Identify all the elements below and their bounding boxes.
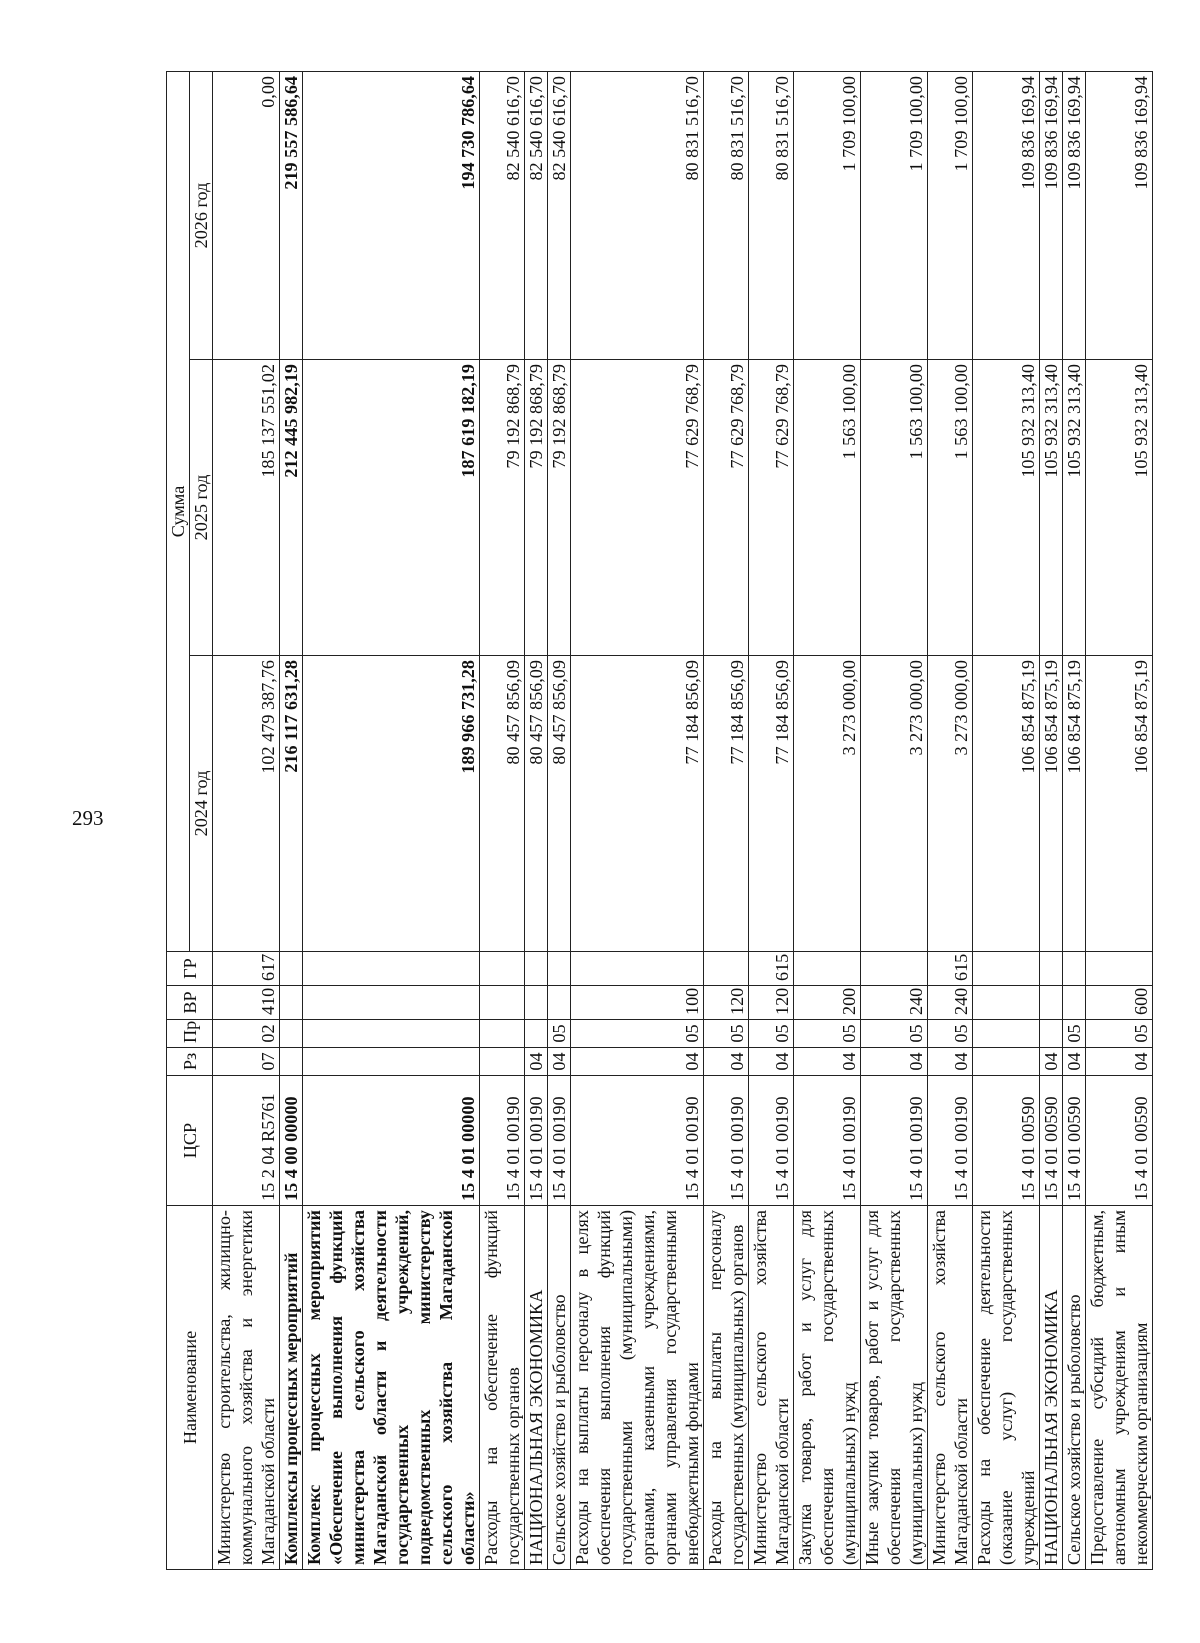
row-2026: 80 831 516,70 — [749, 71, 794, 359]
row-2025: 187 619 182,19 — [303, 360, 480, 656]
row-vr — [1040, 986, 1063, 1020]
row-pr: 05 — [749, 1020, 794, 1048]
row-2026: 80 831 516,70 — [704, 71, 749, 359]
row-gr — [480, 952, 525, 986]
header-2026: 2026 год — [190, 71, 213, 359]
header-gr: ГР — [167, 952, 213, 986]
row-pr: 05 — [704, 1020, 749, 1048]
rotated-table-wrapper — [166, 72, 1151, 1570]
row-rz: 04 — [548, 1048, 571, 1076]
row-2026: 109 836 169,94 — [973, 71, 1040, 359]
row-2024: 102 479 387,76 — [213, 656, 280, 952]
row-2026: 82 540 616,70 — [525, 71, 548, 359]
header-2024: 2024 год — [190, 656, 213, 952]
row-gr: 615 — [749, 952, 794, 986]
row-2025: 105 932 313,40 — [1040, 360, 1063, 656]
row-csr: 15 4 01 00590 — [973, 1076, 1040, 1206]
row-rz: 04 — [794, 1048, 861, 1076]
header-pr: Пр — [167, 1020, 213, 1048]
row-name: Закупка товаров, работ и услуг для обеспечения государственных (муниципальных) нужд — [794, 1206, 861, 1570]
row-rz: 04 — [571, 1048, 704, 1076]
row-pr: 05 — [571, 1020, 704, 1048]
row-csr: 15 4 01 00190 — [571, 1076, 704, 1206]
row-pr — [525, 1020, 548, 1048]
row-2025: 77 629 768,79 — [704, 360, 749, 656]
row-csr: 15 4 00 00000 — [280, 1076, 303, 1206]
budget-table — [166, 71, 1153, 1570]
row-vr — [480, 986, 525, 1020]
row-csr: 15 4 01 00190 — [928, 1076, 973, 1206]
row-vr — [973, 986, 1040, 1020]
row-gr — [794, 952, 861, 986]
row-pr: 05 — [1063, 1020, 1086, 1048]
row-2026: 80 831 516,70 — [571, 71, 704, 359]
page-number: 293 — [72, 806, 104, 830]
row-2024: 3 273 000,00 — [861, 656, 928, 952]
row-gr — [280, 952, 303, 986]
table-row — [303, 71, 480, 1569]
row-gr — [973, 952, 1040, 986]
row-csr: 15 4 01 00190 — [548, 1076, 571, 1206]
row-2024: 80 457 856,09 — [525, 656, 548, 952]
row-rz: 04 — [861, 1048, 928, 1076]
row-pr: 05 — [928, 1020, 973, 1048]
row-2024: 77 184 856,09 — [571, 656, 704, 952]
header-csr: ЦСР — [167, 1076, 213, 1206]
row-rz: 04 — [1040, 1048, 1063, 1076]
row-gr — [1063, 952, 1086, 986]
table-row — [1086, 71, 1153, 1569]
row-2024: 77 184 856,09 — [749, 656, 794, 952]
row-name: Расходы на обеспечение функций государственных органов — [480, 1206, 525, 1570]
row-2026: 109 836 169,94 — [1040, 71, 1063, 359]
row-vr: 100 — [571, 986, 704, 1020]
row-csr: 15 4 01 00190 — [525, 1076, 548, 1206]
row-csr: 15 4 01 00590 — [1040, 1076, 1063, 1206]
table-row — [1063, 71, 1086, 1569]
header-name: Наименование — [167, 1206, 213, 1570]
table-row — [704, 71, 749, 1569]
row-gr: 617 — [213, 952, 280, 986]
row-gr — [704, 952, 749, 986]
row-gr — [303, 952, 480, 986]
table-row — [280, 71, 303, 1569]
header-sum: Сумма — [167, 71, 190, 951]
row-pr: 05 — [861, 1020, 928, 1048]
row-name: Министерство сельского хозяйства Магаданской области — [928, 1206, 973, 1570]
row-2024: 106 854 875,19 — [1086, 656, 1153, 952]
row-name: Иные закупки товаров, работ и услуг для обеспечения государственных (муниципальных) нужд — [861, 1206, 928, 1570]
row-gr — [571, 952, 704, 986]
row-vr: 240 — [928, 986, 973, 1020]
table-row — [525, 71, 548, 1569]
row-rz: 04 — [525, 1048, 548, 1076]
row-vr — [1063, 986, 1086, 1020]
table-row — [861, 71, 928, 1569]
row-2025: 1 563 100,00 — [794, 360, 861, 656]
row-name: Предоставление субсидий бюджетным, автономным учреждениям и иным некоммерческим организациям — [1086, 1206, 1153, 1570]
table-row — [213, 71, 280, 1569]
row-2024: 3 273 000,00 — [928, 656, 973, 952]
row-2025: 79 192 868,79 — [548, 360, 571, 656]
row-pr: 02 — [213, 1020, 280, 1048]
row-rz — [303, 1048, 480, 1076]
row-2026: 1 709 100,00 — [928, 71, 973, 359]
row-2025: 212 445 982,19 — [280, 360, 303, 656]
row-vr: 410 — [213, 986, 280, 1020]
row-2024: 189 966 731,28 — [303, 656, 480, 952]
row-name: Сельское хозяйство и рыболовство — [1063, 1206, 1086, 1570]
header-rz: Рз — [167, 1048, 213, 1076]
row-gr — [548, 952, 571, 986]
row-gr: 615 — [928, 952, 973, 986]
row-2025: 105 932 313,40 — [1063, 360, 1086, 656]
row-vr: 120 — [749, 986, 794, 1020]
row-pr — [973, 1020, 1040, 1048]
table-body — [213, 71, 1153, 1569]
row-rz — [973, 1048, 1040, 1076]
header-vr: ВР — [167, 986, 213, 1020]
row-2024: 106 854 875,19 — [973, 656, 1040, 952]
row-name: Расходы на обеспечение деятельности (оказание услуг) государственных учреждений — [973, 1206, 1040, 1570]
table-row — [749, 71, 794, 1569]
row-pr: 05 — [1086, 1020, 1153, 1048]
row-pr — [1040, 1020, 1063, 1048]
row-vr: 200 — [794, 986, 861, 1020]
row-name: Министерство сельского хозяйства Магаданской области — [749, 1206, 794, 1570]
row-name: Министерство строительства, жилищно-коммунального хозяйства и энергетики Магаданской области — [213, 1206, 280, 1570]
row-name: Комплекс процессных мероприятий «Обеспечение выполнения функций министерства сельского хозяйства Магаданской области и деятельности государственных учреждений, подведомственных министерству сельского хозяйства Магаданской области» — [303, 1206, 480, 1570]
table-header — [167, 71, 213, 1569]
row-name: Комплексы процессных мероприятий — [280, 1206, 303, 1570]
row-csr: 15 4 01 00190 — [749, 1076, 794, 1206]
row-2026: 109 836 169,94 — [1063, 71, 1086, 359]
row-gr — [861, 952, 928, 986]
row-csr: 15 4 01 00590 — [1063, 1076, 1086, 1206]
row-pr: 05 — [548, 1020, 571, 1048]
table-row — [794, 71, 861, 1569]
header-2025: 2025 год — [190, 360, 213, 656]
row-rz — [480, 1048, 525, 1076]
row-2026: 82 540 616,70 — [548, 71, 571, 359]
row-2025: 105 932 313,40 — [1086, 360, 1153, 656]
table-row — [480, 71, 525, 1569]
row-vr: 240 — [861, 986, 928, 1020]
row-2026: 0,00 — [213, 71, 280, 359]
row-rz: 04 — [1086, 1048, 1153, 1076]
row-2026: 1 709 100,00 — [794, 71, 861, 359]
row-name: НАЦИОНАЛЬНАЯ ЭКОНОМИКА — [1040, 1206, 1063, 1570]
row-2024: 80 457 856,09 — [480, 656, 525, 952]
row-2025: 1 563 100,00 — [928, 360, 973, 656]
table-row — [571, 71, 704, 1569]
row-2024: 77 184 856,09 — [704, 656, 749, 952]
row-name: Расходы на выплаты персоналу государственных (муниципальных) органов — [704, 1206, 749, 1570]
row-rz: 07 — [213, 1048, 280, 1076]
row-csr: 15 4 01 00190 — [861, 1076, 928, 1206]
row-vr — [548, 986, 571, 1020]
row-rz: 04 — [749, 1048, 794, 1076]
table-row — [973, 71, 1040, 1569]
row-pr — [480, 1020, 525, 1048]
row-csr: 15 4 01 00190 — [704, 1076, 749, 1206]
row-gr — [525, 952, 548, 986]
row-gr — [1040, 952, 1063, 986]
row-2024: 106 854 875,19 — [1040, 656, 1063, 952]
row-rz: 04 — [704, 1048, 749, 1076]
row-2025: 79 192 868,79 — [525, 360, 548, 656]
row-2025: 185 137 551,02 — [213, 360, 280, 656]
row-gr — [1086, 952, 1153, 986]
row-csr: 15 2 04 R5761 — [213, 1076, 280, 1206]
row-2025: 1 563 100,00 — [861, 360, 928, 656]
row-rz: 04 — [928, 1048, 973, 1076]
row-vr — [303, 986, 480, 1020]
row-2025: 79 192 868,79 — [480, 360, 525, 656]
row-vr: 120 — [704, 986, 749, 1020]
row-csr: 15 4 01 00000 — [303, 1076, 480, 1206]
row-name: Сельское хозяйство и рыболовство — [548, 1206, 571, 1570]
row-2025: 77 629 768,79 — [571, 360, 704, 656]
row-vr — [525, 986, 548, 1020]
row-name: Расходы на выплаты персоналу в целях обеспечения выполнения функций государственными (муниципальными) органами, казенными учреждениями, органами управления государственными внебюджетными фондами — [571, 1206, 704, 1570]
row-rz — [280, 1048, 303, 1076]
row-pr — [280, 1020, 303, 1048]
row-name: НАЦИОНАЛЬНАЯ ЭКОНОМИКА — [525, 1206, 548, 1570]
row-2026: 219 557 586,64 — [280, 71, 303, 359]
row-2026: 194 730 786,64 — [303, 71, 480, 359]
table-row — [928, 71, 973, 1569]
row-vr — [280, 986, 303, 1020]
row-pr — [303, 1020, 480, 1048]
row-pr: 05 — [794, 1020, 861, 1048]
row-2024: 80 457 856,09 — [548, 656, 571, 952]
row-2025: 77 629 768,79 — [749, 360, 794, 656]
row-2026: 82 540 616,70 — [480, 71, 525, 359]
row-2026: 1 709 100,00 — [861, 71, 928, 359]
row-csr: 15 4 01 00190 — [480, 1076, 525, 1206]
row-vr: 600 — [1086, 986, 1153, 1020]
row-csr: 15 4 01 00590 — [1086, 1076, 1153, 1206]
row-2024: 106 854 875,19 — [1063, 656, 1086, 952]
row-2026: 109 836 169,94 — [1086, 71, 1153, 359]
row-2024: 216 117 631,28 — [280, 656, 303, 952]
table-row — [1040, 71, 1063, 1569]
table-row — [548, 71, 571, 1569]
row-rz: 04 — [1063, 1048, 1086, 1076]
row-2024: 3 273 000,00 — [794, 656, 861, 952]
row-csr: 15 4 01 00190 — [794, 1076, 861, 1206]
row-2025: 105 932 313,40 — [973, 360, 1040, 656]
